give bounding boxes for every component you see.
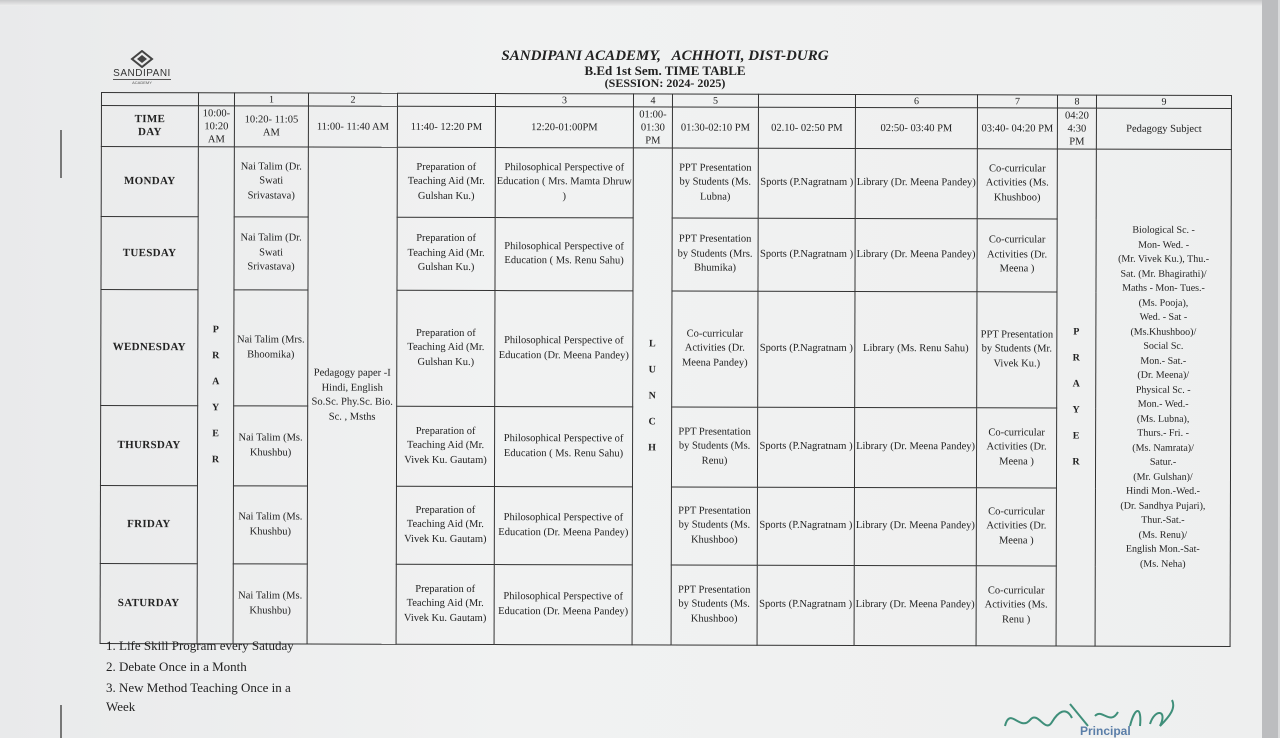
period-number-blank — [198, 93, 234, 106]
cell-period-3: Preparation of Teaching Aid (Mr. Vivek Ku. Gautam) — [396, 564, 494, 644]
margin-mark — [60, 130, 62, 178]
page-top-edge — [0, 0, 1278, 6]
prayer-letter: R — [212, 350, 220, 362]
pedagogy-subject-line: Physical Sc. - — [1135, 384, 1191, 396]
time-slot-prayer: 10:00- 10:20 AM — [198, 106, 234, 147]
cell-period-1: Nai Talim (Ms. Khushbu) — [233, 486, 307, 564]
pedagogy-subject-line: Biological Sc. - — [1132, 224, 1195, 236]
cell-period-7: Library (Dr. Meena Pandey) — [855, 148, 977, 218]
period-number: 6 — [855, 94, 977, 107]
cell-period-8: Co-curricular Activities (Dr. Meena ) — [977, 219, 1057, 292]
cell-period-5: PPT Presentation by Students (Mrs. Bhumika) — [672, 218, 758, 291]
document-title: B.Ed 1st Sem. TIME TABLE — [584, 63, 746, 78]
note-item: 2. Debate Once in a Month — [106, 659, 247, 674]
time-slot-lunch: 01:00- 01:30 PM — [633, 107, 672, 148]
time-label: TIME — [134, 113, 166, 126]
period-number-blank — [397, 93, 495, 106]
prayer-letter: Y — [212, 402, 220, 414]
lunch-letter: U — [648, 364, 656, 376]
period-number: 1 — [234, 93, 308, 106]
pedagogy-subject-line: (Ms.Khushboo)/ — [1130, 326, 1197, 338]
cell-period-1: Nai Talim (Dr. Swati Srivastava) — [234, 217, 308, 290]
cell-period-8: Co-curricular Activities (Dr. Meena ) — [976, 408, 1056, 488]
cell-period-3: Preparation of Teaching Aid (Mr. Vivek Ku. Gautam) — [396, 486, 494, 564]
principal-signature — [1000, 696, 1200, 738]
logo-emblem-icon — [129, 50, 155, 68]
cell-period-1: Nai Talim (Mrs. Bhoomika) — [234, 290, 308, 406]
period-number: 5 — [672, 94, 758, 107]
period-number: 3 — [495, 94, 633, 107]
cell-period-4: Philosophical Perspective of Education ( Ms. Renu Sahu) — [494, 407, 632, 487]
cell-period-8: Co-curricular Activities (Ms. Khushboo) — [977, 149, 1057, 219]
cell-period-6: Sports (P.Nagratnam ) — [757, 565, 854, 645]
day-saturday: SATURDAY — [100, 563, 197, 643]
cell-period-3: Preparation of Teaching Aid (Mr. Gulshan Ku.) — [397, 290, 495, 406]
pedagogy-subject-line: Mon.- Sat.- — [1140, 355, 1187, 367]
prayer-column-evening — [1056, 149, 1096, 646]
pedagogy-subject-line: Satur.- — [1149, 456, 1177, 468]
cell-period-6: Sports (P.Nagratnam ) — [757, 487, 854, 565]
pedagogy-subject-line: Thur.-Sat.- — [1141, 514, 1185, 526]
period-number: 4 — [633, 94, 672, 107]
day-thursday: THURSDAY — [100, 406, 197, 486]
cell-period-5: PPT Presentation by Students (Ms. Lubna) — [672, 148, 758, 218]
pedagogy-subject-line: (Ms. Namrata)/ — [1132, 442, 1194, 454]
prayer-letter: P — [1073, 326, 1080, 338]
cell-period-3: Preparation of Teaching Aid (Mr. Gulshan Ku.) — [397, 147, 495, 217]
cell-period-7: Library (Dr. Meena Pandey) — [854, 487, 976, 565]
logo-text: SANDIPANI — [113, 68, 171, 79]
cell-period-3: Preparation of Teaching Aid (Mr. Vivek Ku. Gautam) — [396, 406, 494, 486]
pedagogy-subject-line: (Mr. Gulshan)/ — [1133, 471, 1193, 483]
prayer-letter: E — [212, 428, 219, 440]
prayer-column-morning — [197, 147, 234, 644]
cell-period-7: Library (Dr. Meena Pandey) — [855, 218, 977, 291]
cell-period-1: Nai Talim (Dr. Swati Srivastava) — [234, 147, 308, 217]
cell-period-4: Philosophical Perspective of Education ( Mrs. Mamta Dhruw ) — [495, 148, 633, 218]
lunch-letter: C — [648, 416, 656, 428]
document-header — [430, 48, 900, 89]
pedagogy-subject-header: Pedagogy Subject — [1096, 108, 1231, 149]
pedagogy-subject-line: (Ms. Renu)/ — [1138, 529, 1188, 541]
pedagogy-subject-line: (Mr. Vivek Ku.), Thu.- — [1118, 253, 1210, 265]
period-number: 7 — [977, 95, 1057, 108]
pedagogy-subject-line: Maths - Mon- Tues.- — [1122, 282, 1205, 294]
cell-period-7: Library (Ms. Renu Sahu) — [855, 291, 977, 407]
time-slot-5: 01:30-02:10 PM — [672, 107, 758, 148]
pedagogy-subject-line: (Dr. Meena)/ — [1137, 369, 1190, 381]
cell-period-5: PPT Presentation by Students (Ms. Renu) — [671, 407, 757, 487]
prayer-letter: Y — [1072, 404, 1080, 416]
margin-mark — [60, 705, 62, 738]
cell-period-3: Preparation of Teaching Aid (Mr. Gulshan Ku.) — [397, 217, 495, 290]
prayer-letter: A — [1072, 378, 1080, 390]
pedagogy-subject-line: (Ms. Lubna), — [1136, 413, 1190, 425]
pedagogy-subject-list — [1097, 224, 1230, 572]
cell-period-4: Philosophical Perspective of Education ( Ms. Renu Sahu) — [495, 218, 633, 291]
principal-label: Principal — [1080, 724, 1131, 738]
cell-period-5: PPT Presentation by Students (Ms. Khushboo) — [671, 487, 757, 565]
notes-list — [106, 636, 306, 718]
pedagogy-subject-line: Wed. - Sat - — [1139, 311, 1188, 323]
pedagogy-subject-line: Sat. (Mr. Bhagirathi)/ — [1120, 268, 1207, 280]
cell-period-5: Co-curricular Activities (Dr. Meena Pandey) — [672, 291, 758, 407]
time-slot-4: 12:20-01:00PM — [495, 107, 633, 148]
session-label: (SESSION: 2024- 2025) — [604, 76, 726, 90]
time-header-row — [101, 106, 1231, 150]
time-day-header — [101, 106, 198, 147]
timetable — [100, 92, 1232, 647]
cell-period-7: Library (Dr. Meena Pandey) — [854, 407, 976, 487]
pedagogy-subject-line: English Mon.-Sat- — [1125, 543, 1200, 555]
background-strip — [1262, 0, 1278, 738]
lunch-letter: H — [648, 442, 656, 454]
note-item: 3. New Method Teaching Once in a Week — [106, 680, 291, 714]
day-tuesday: TUESDAY — [101, 217, 198, 290]
cell-period-6: Sports (P.Nagratnam ) — [758, 291, 855, 407]
period-number: 8 — [1057, 95, 1096, 108]
academy-logo — [113, 50, 171, 85]
period-number-blank — [101, 93, 198, 106]
cell-period-8: Co-curricular Activities (Ms. Renu ) — [976, 566, 1056, 646]
time-slot-3: 11:40- 12:20 PM — [397, 106, 495, 147]
day-friday: FRIDAY — [100, 485, 197, 563]
prayer-letter: P — [212, 324, 219, 336]
table-row — [101, 147, 1231, 220]
pedagogy-subject-line: (Ms. Pooja), — [1138, 297, 1189, 309]
pedagogy-subject-line: Mon- Wed. - — [1138, 239, 1190, 251]
prayer-letter: E — [1072, 430, 1080, 442]
day-label: DAY — [138, 126, 162, 139]
institution-name: SANDIPANI ACADEMY, ACHHOTI, DIST-DURG — [501, 48, 829, 64]
lunch-letter: N — [648, 390, 656, 402]
period-number-blank — [758, 94, 855, 107]
cell-period-6: Sports (P.Nagratnam ) — [758, 218, 855, 291]
cell-period-4: Philosophical Perspective of Education (Dr. Meena Pandey) — [494, 565, 632, 645]
day-monday: MONDAY — [101, 147, 198, 217]
time-slot-7: 02:50- 03:40 PM — [855, 107, 977, 148]
pedagogy-subject-line: Thurs.- Fri. - — [1137, 427, 1189, 439]
time-slot-2: 11:00- 11:40 AM — [308, 106, 397, 147]
prayer-letter: A — [212, 376, 220, 388]
lunch-column — [632, 148, 672, 645]
cell-period-6: Sports (P.Nagratnam ) — [757, 407, 854, 487]
logo-subtext: ACADEMY — [132, 80, 152, 85]
pedagogy-paper-cell: Pedagogy paper -I Hindi, English So.Sc. Phy.Sc. Bio. Sc. , Msths — [307, 147, 397, 644]
period-number: 9 — [1096, 95, 1231, 108]
cell-period-1: Nai Talim (Ms. Khushbu) — [233, 564, 307, 644]
pedagogy-subject-line: (Ms. Neha) — [1139, 558, 1186, 570]
pedagogy-subject-cell — [1095, 149, 1231, 646]
cell-period-4: Philosophical Perspective of Education (Dr. Meena Pandey) — [494, 487, 632, 565]
cell-period-5: PPT Presentation by Students (Ms. Khushboo) — [671, 565, 757, 645]
time-slot-8: 03:40- 04:20 PM — [977, 108, 1057, 149]
pedagogy-subject-line: Social Sc. — [1143, 340, 1184, 352]
prayer-letter: R — [1072, 352, 1080, 364]
cell-period-4: Philosophical Perspective of Education (Dr. Meena Pandey) — [495, 291, 633, 407]
pedagogy-subject-line: Hindi Mon.-Wed.- — [1125, 485, 1200, 497]
prayer-letter: R — [211, 454, 220, 466]
pedagogy-subject-line: (Dr. Sandhya Pujari), — [1120, 500, 1206, 512]
day-wednesday: WEDNESDAY — [101, 290, 198, 406]
period-number: 2 — [308, 93, 397, 106]
pedagogy-subject-line: Mon.- Wed.- — [1137, 398, 1189, 410]
note-item: 1. Life Skill Program every Satuday — [106, 638, 294, 653]
time-slot-6: 02.10- 02:50 PM — [758, 107, 855, 148]
cell-period-8: Co-curricular Activities (Dr. Meena ) — [976, 488, 1056, 566]
cell-period-7: Library (Dr. Meena Pandey) — [854, 565, 976, 645]
cell-period-1: Nai Talim (Ms. Khushbu) — [233, 406, 307, 486]
cell-period-6: Sports (P.Nagratnam ) — [758, 148, 855, 218]
cell-period-8: PPT Presentation by Students (Mr. Vivek Ku.) — [977, 292, 1057, 408]
prayer-letter: R — [1072, 456, 1080, 468]
lunch-letter: L — [648, 338, 656, 350]
time-slot-prayer-evening: 04:20 4:30 PM — [1057, 108, 1096, 149]
time-slot-1: 10:20- 11:05 AM — [234, 106, 308, 147]
